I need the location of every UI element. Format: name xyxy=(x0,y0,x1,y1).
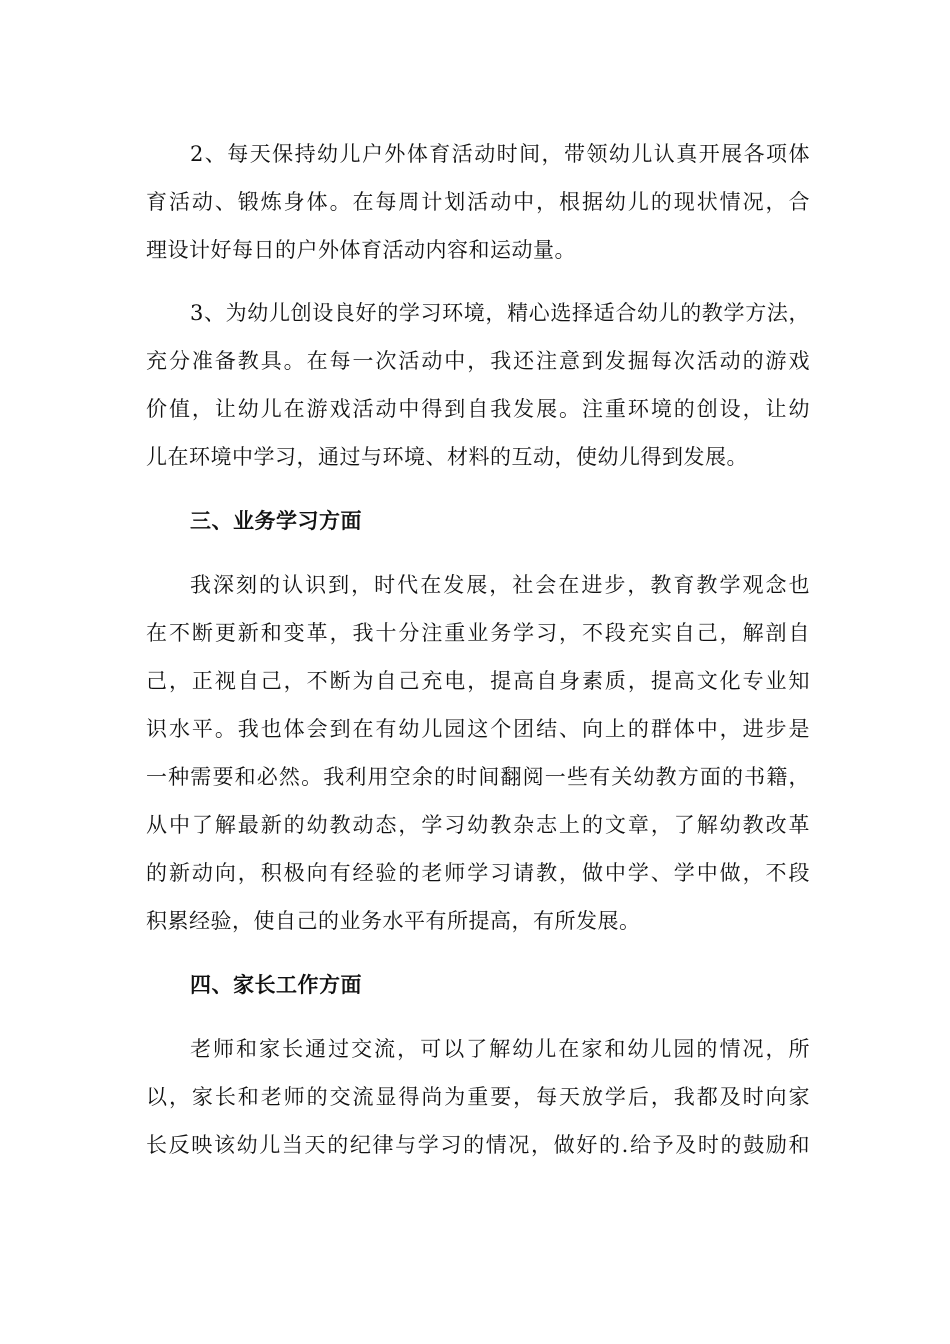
section3-line-7: 的新动向，积极向有经验的老师学习请教，做中学、学中做，不段 xyxy=(146,861,810,885)
para2-line-3: 理设计好每日的户外体育活动内容和运动量。 xyxy=(146,238,576,262)
section3-line-6: 从中了解最新的幼教动态，学习幼教杂志上的文章，了解幼教改革 xyxy=(146,813,810,837)
section3-line-8: 积累经验，使自己的业务水平有所提高，有所发展。 xyxy=(146,909,641,933)
para3-line-1: 3、为幼儿创设良好的学习环境，精心选择适合幼儿的教学方法， xyxy=(190,301,810,325)
section3-heading: 三、业务学习方面 xyxy=(190,508,362,533)
section3-line-3: 己，正视自己，不断为自己充电，提高自身素质，提高文化专业知 xyxy=(146,669,810,693)
section4-heading: 四、家长工作方面 xyxy=(190,972,362,997)
para3-line-3: 价值，让幼儿在游戏活动中得到自我发展。注重环境的创设，让幼 xyxy=(146,397,810,421)
para3-line-4: 儿在环境中学习，通过与环境、材料的互动，使幼儿得到发展。 xyxy=(146,445,748,469)
section3-line-5: 一种需要和必然。我利用空余的时间翻阅一些有关幼教方面的书籍， xyxy=(146,765,810,789)
section4-line-3: 长反映该幼儿当天的纪律与学习的情况，做好的.给予及时的鼓励和 xyxy=(146,1133,810,1157)
section3-line-1: 我深刻的认识到，时代在发展，社会在进步，教育教学观念也 xyxy=(190,573,810,597)
section4-line-2: 以，家长和老师的交流显得尚为重要，每天放学后，我都及时向家 xyxy=(146,1085,810,1109)
section3-line-4: 识水平。我也体会到在有幼儿园这个团结、向上的群体中，进步是 xyxy=(146,717,810,741)
para2-line-2: 育活动、锻炼身体。在每周计划活动中，根据幼儿的现状情况，合 xyxy=(146,190,810,214)
para2-line-1: 2、每天保持幼儿户外体育活动时间，带领幼儿认真开展各项体 xyxy=(190,142,810,166)
para3-line-2: 充分准备教具。在每一次活动中，我还注意到发掘每次活动的游戏 xyxy=(146,349,810,373)
section4-line-1: 老师和家长通过交流，可以了解幼儿在家和幼儿园的情况，所 xyxy=(190,1037,810,1061)
section3-line-2: 在不断更新和变革，我十分注重业务学习，不段充实自己，解剖自 xyxy=(146,621,810,645)
